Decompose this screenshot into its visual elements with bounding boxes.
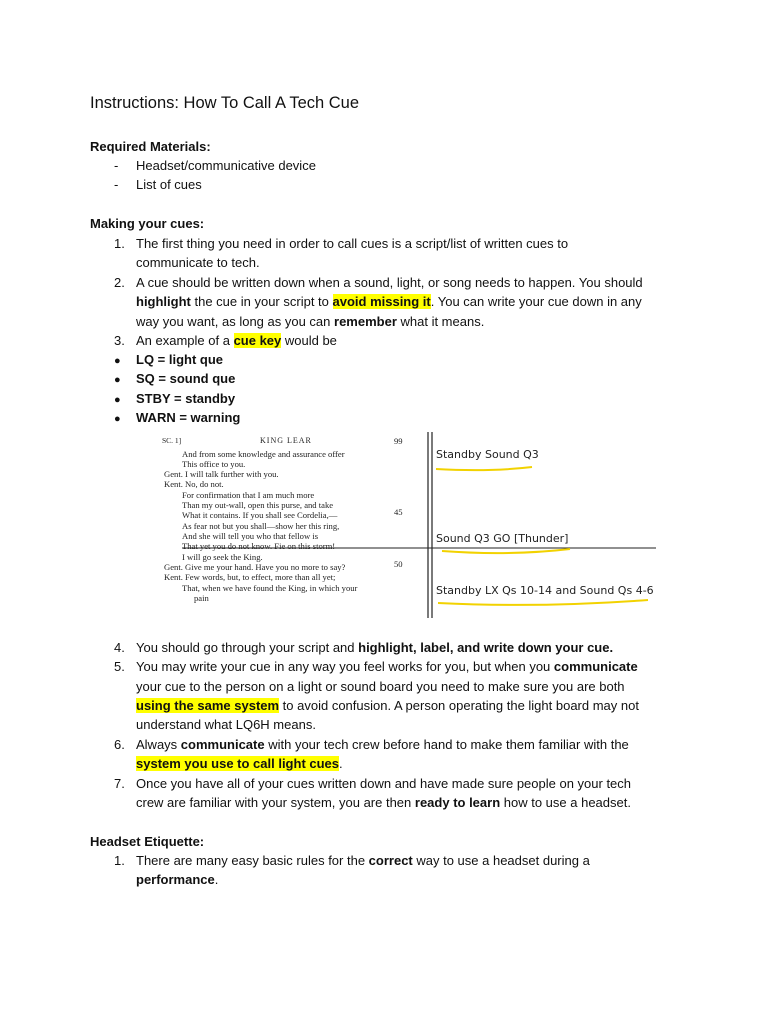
list-item: List of cues — [136, 177, 202, 192]
highlighted-text: using the same system — [136, 698, 280, 713]
list-item-text — [136, 756, 343, 772]
plain-text: . — [339, 756, 343, 771]
plain-text: There are many easy basic rules for the — [136, 853, 369, 868]
plain-text: way you want, as long as you can — [136, 314, 335, 329]
cue-note: Standby LX Qs 10-14 and Sound Qs 4-6 — [436, 584, 654, 597]
list-item-text: understand what LQ6H means. — [136, 717, 316, 732]
page-title: Instructions: How To Call A Tech Cue — [90, 94, 360, 112]
plain-text: to avoid confusion. A person operating the light board may not — [279, 698, 639, 713]
cue-key-item: WARN = warning — [136, 410, 241, 425]
list-item-text — [136, 698, 639, 714]
plain-text: . — [214, 872, 219, 887]
plain-text: You may write your cue in any way you feel works for you, but when you — [136, 659, 554, 674]
script-line: I will go seek the King. — [182, 552, 263, 562]
list-item-text — [136, 640, 613, 656]
bold-text: correct — [368, 853, 413, 868]
bold-text: performance — [136, 872, 215, 887]
bold-text: ready to learn — [414, 795, 501, 810]
bullet-icon: ● — [114, 355, 121, 367]
list-item-text — [136, 737, 629, 753]
plain-text: Always — [136, 737, 181, 752]
script-line: Kent. No, do not. — [164, 479, 224, 489]
bold-text: remember — [334, 314, 397, 329]
cue-key-item: STBY = standby — [136, 391, 236, 406]
highlighted-text: avoid missing it — [332, 294, 431, 309]
list-item-text — [136, 333, 337, 349]
bold-text: highlight, label, and write down your cue. — [358, 640, 614, 655]
script-header-left: SC. 1] — [162, 436, 182, 445]
plain-text: what it means. — [396, 314, 485, 329]
plain-text: . You can write your cue down in any — [430, 294, 642, 309]
plain-text: crew are familiar with your system, you are then — [136, 795, 415, 810]
script-line: And from some knowledge and assurance offer — [182, 449, 345, 459]
script-line: Kent. Few words, but, to effect, more than all yet; — [164, 572, 336, 582]
headset-etiquette-heading: Headset Etiquette: — [90, 834, 205, 849]
plain-text: You should go through your script and — [136, 640, 359, 655]
script-line: Gent. Give me your hand. Have you no more to say? — [164, 562, 346, 572]
list-item-text — [136, 872, 218, 888]
script-line: Gent. I will talk further with you. — [164, 469, 279, 479]
bullet-icon: ● — [114, 394, 121, 406]
script-line: That yet you do not know. Fie on this storm! — [182, 541, 336, 551]
list-item-text — [136, 659, 638, 675]
script-line: And she will tell you who that fellow is — [182, 531, 319, 541]
list-number: 6. — [114, 737, 125, 752]
script-line-number: 45 — [394, 507, 403, 517]
list-number: 5. — [114, 659, 125, 674]
list-number: 7. — [114, 776, 125, 791]
list-dash: - — [114, 158, 119, 173]
bold-text: communicate — [553, 659, 638, 674]
cue-note: Standby Sound Q3 — [436, 448, 539, 461]
script-header-page: 99 — [394, 436, 403, 446]
list-item-text: A cue should be written down when a sound, light, or song needs to happen. You should — [136, 275, 643, 290]
list-number: 1. — [114, 236, 125, 251]
plain-text: way to use a headset during a — [412, 853, 590, 868]
list-item-text: communicate to tech. — [136, 255, 260, 270]
cue-note: Sound Q3 GO [Thunder] — [436, 532, 569, 545]
bullet-icon: ● — [114, 413, 121, 425]
script-line: This office to you. — [182, 459, 246, 469]
script-cue-example-image — [160, 428, 660, 618]
list-item: Headset/communicative device — [136, 158, 316, 173]
plain-text: An example of a — [136, 333, 234, 348]
plain-text: how to use a headset. — [500, 795, 631, 810]
list-item-text — [136, 314, 484, 330]
list-number: 2. — [114, 275, 125, 290]
list-number: 3. — [114, 333, 125, 348]
plain-text: would be — [281, 333, 337, 348]
script-header-title: KING LEAR — [260, 436, 312, 445]
bold-text: communicate — [180, 737, 265, 752]
bold-text: highlight — [136, 294, 191, 309]
script-line: Than my out-wall, open this purse, and take — [182, 500, 334, 510]
list-item-text: The first thing you need in order to call cues is a script/list of written cues to — [136, 236, 569, 251]
list-item-text: your cue to the person on a light or sound board you need to make sure you are both — [136, 679, 625, 694]
cue-key-item: SQ = sound que — [136, 371, 236, 386]
cue-key-item: LQ = light que — [136, 352, 224, 367]
script-line: pain — [194, 593, 209, 603]
list-number: 4. — [114, 640, 125, 655]
making-cues-heading: Making your cues: — [90, 216, 205, 231]
bullet-icon: ● — [114, 374, 121, 386]
script-line: That, when we have found the King, in which your — [182, 583, 358, 593]
script-line: What it contains. If you shall see Cordelia,— — [182, 510, 338, 520]
highlighted-text: system you use to call light cues — [136, 756, 340, 771]
script-line: For confirmation that I am much more — [182, 490, 315, 500]
script-line: As fear not but you shall—show her this ring, — [182, 521, 340, 531]
list-item-text: Once you have all of your cues written down and have made sure people on your tech — [136, 776, 632, 791]
plain-text: the cue in your script to — [190, 294, 333, 309]
list-item-text — [136, 795, 631, 811]
list-number: 1. — [114, 853, 125, 868]
required-materials-heading: Required Materials: — [90, 139, 211, 154]
list-item-text — [136, 853, 590, 869]
list-dash: - — [114, 177, 119, 192]
plain-text: with your tech crew before hand to make them familiar with the — [264, 737, 629, 752]
highlighted-text: cue key — [233, 333, 282, 348]
script-line-number: 50 — [394, 559, 403, 569]
list-item-text — [136, 294, 642, 310]
